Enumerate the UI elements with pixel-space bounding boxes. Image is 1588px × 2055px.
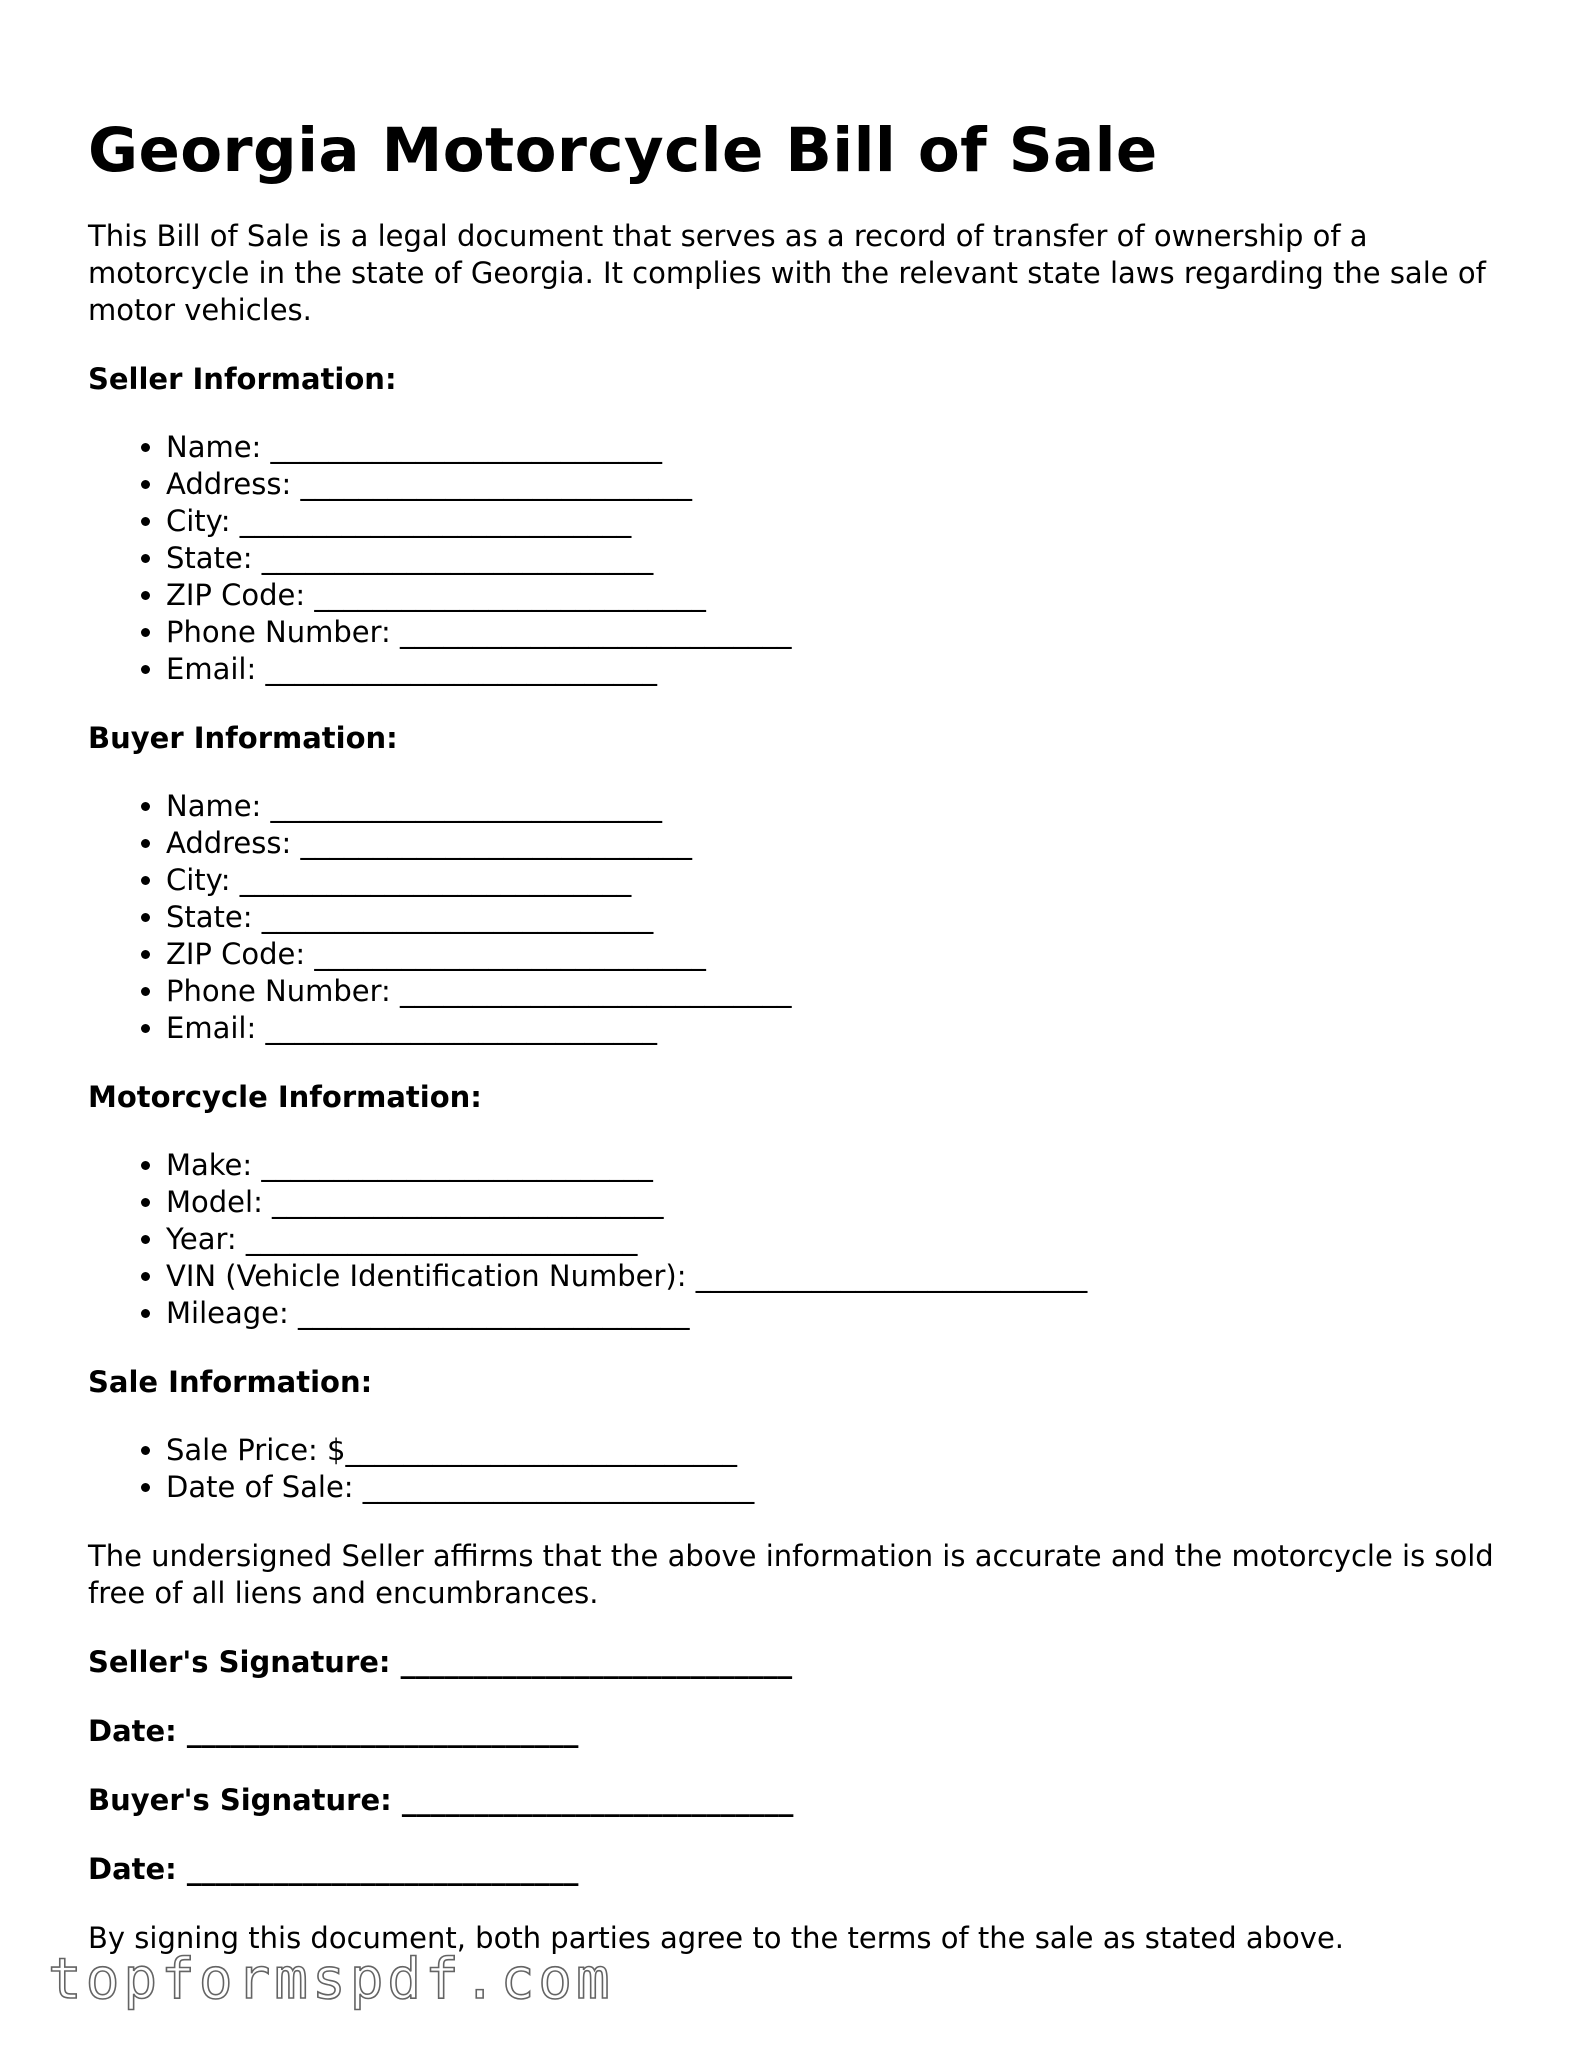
buyer-fields-list bbox=[88, 788, 1508, 1047]
sale-price-field: • Sale Price: $___________________________ bbox=[166, 1432, 1508, 1469]
motorcycle-mileage-field: • Mileage: ___________________________ bbox=[166, 1295, 1508, 1332]
seller-state-field: • State: ___________________________ bbox=[166, 540, 1508, 577]
sale-fields-list bbox=[88, 1432, 1508, 1506]
seller-signature-date-line: Date: ___________________________ bbox=[88, 1714, 579, 1748]
sale-section-heading: Sale Information: bbox=[88, 1365, 373, 1399]
buyer-email-field: • Email: ___________________________ bbox=[166, 1010, 1508, 1047]
motorcycle-make-field: • Make: ___________________________ bbox=[166, 1147, 1508, 1184]
buyer-name-field: • Name: ___________________________ bbox=[166, 788, 1508, 825]
buyer-section-heading: Buyer Information: bbox=[88, 721, 398, 755]
buyer-city-field: • City: ___________________________ bbox=[166, 862, 1508, 899]
page-title: Georgia Motorcycle Bill of Sale bbox=[88, 115, 1158, 186]
motorcycle-vin-field: • VIN (Vehicle Identification Number): ___________________________ bbox=[166, 1258, 1508, 1295]
closing-statement: By signing this document, both parties agree to the terms of the sale as stated above. bbox=[88, 1921, 1345, 1955]
motorcycle-year-field: • Year: ___________________________ bbox=[166, 1221, 1508, 1258]
seller-fields-list bbox=[88, 429, 1508, 688]
seller-city-field: • City: ___________________________ bbox=[166, 503, 1508, 540]
buyer-signature-line: Buyer's Signature: ___________________________ bbox=[88, 1783, 794, 1817]
seller-phone-field: • Phone Number: ___________________________ bbox=[166, 614, 1508, 651]
motorcycle-model-field: • Model: ___________________________ bbox=[166, 1184, 1508, 1221]
sale-date-field: • Date of Sale: ___________________________ bbox=[166, 1469, 1508, 1506]
motorcycle-section-heading: Motorcycle Information: bbox=[88, 1080, 482, 1114]
document-page bbox=[88, 108, 1508, 1957]
buyer-signature-date-line: Date: ___________________________ bbox=[88, 1852, 579, 1886]
buyer-state-field: • State: ___________________________ bbox=[166, 899, 1508, 936]
seller-section-heading: Seller Information: bbox=[88, 362, 397, 396]
buyer-address-field: • Address: ___________________________ bbox=[166, 825, 1508, 862]
seller-name-field: • Name: ___________________________ bbox=[166, 429, 1508, 466]
buyer-zip-field: • ZIP Code: ___________________________ bbox=[166, 936, 1508, 973]
site-watermark: topformspdf.com bbox=[48, 1947, 614, 2012]
seller-email-field: • Email: ___________________________ bbox=[166, 651, 1508, 688]
seller-affirmation: The undersigned Seller affirms that the above information is accurate and the motorcycle is sold free of all liens and encumbrances. bbox=[88, 1539, 1494, 1610]
motorcycle-fields-list bbox=[88, 1147, 1508, 1332]
buyer-phone-field: • Phone Number: ___________________________ bbox=[166, 973, 1508, 1010]
seller-address-field: • Address: ___________________________ bbox=[166, 466, 1508, 503]
intro-paragraph: This Bill of Sale is a legal document that serves as a record of transfer of ownership of a motorcycle in the state of Georgia. It complies with the relevant state laws regarding the sale of motor vehicles. bbox=[88, 219, 1486, 327]
seller-zip-field: • ZIP Code: ___________________________ bbox=[166, 577, 1508, 614]
seller-signature-line: Seller's Signature: ___________________________ bbox=[88, 1645, 793, 1679]
